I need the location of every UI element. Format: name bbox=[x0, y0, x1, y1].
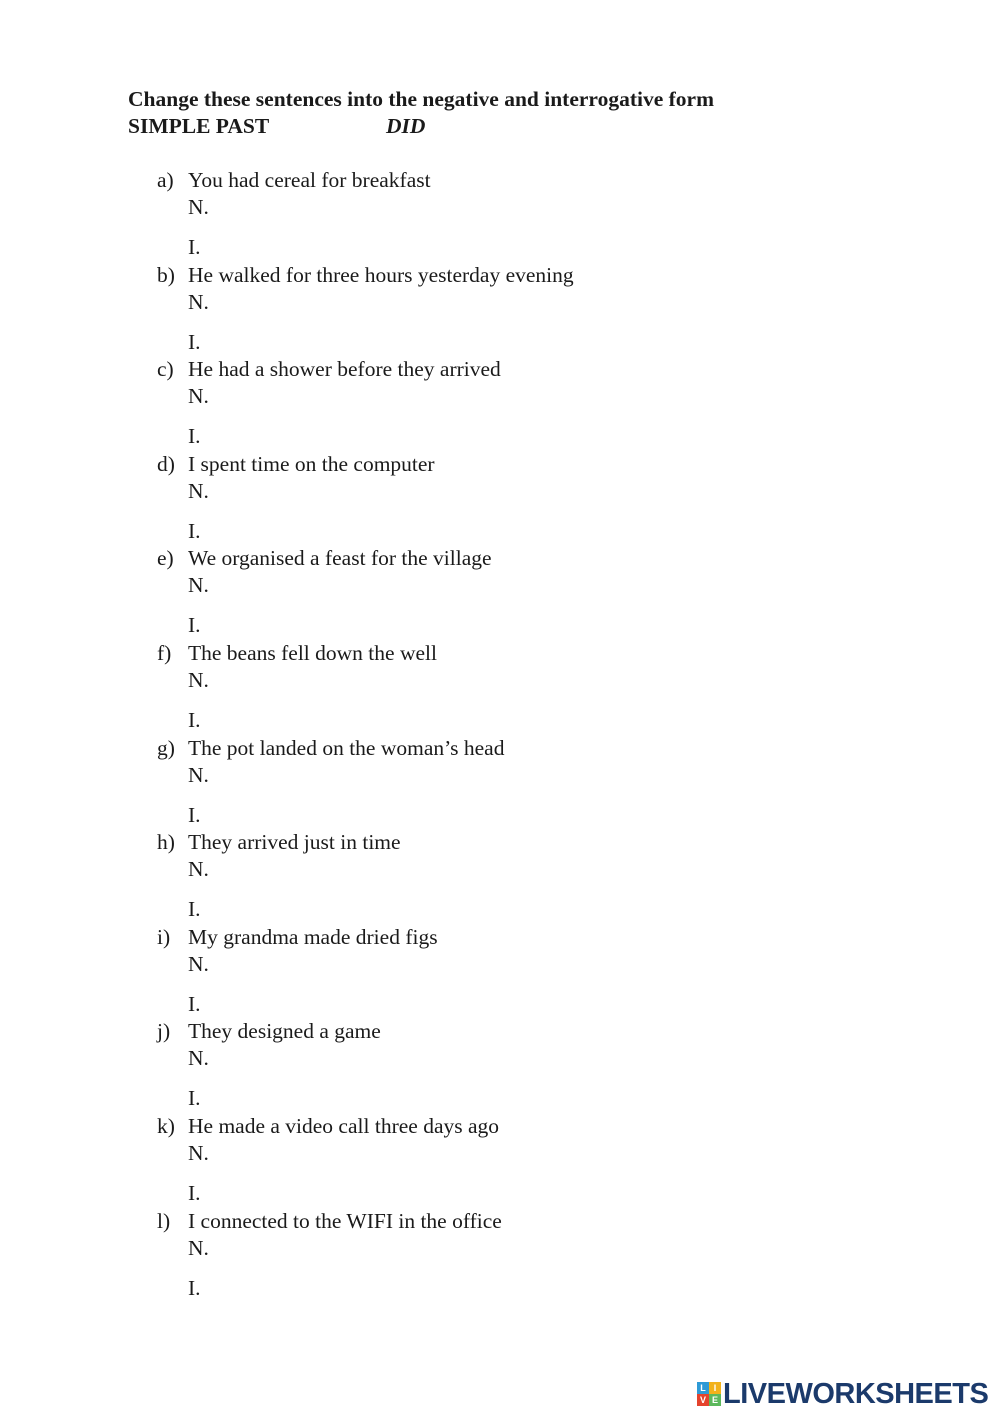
interrogative-answer-label: I. bbox=[188, 613, 201, 637]
item-letter: g) bbox=[157, 736, 175, 760]
item-letter: i) bbox=[157, 925, 171, 949]
logo-mark-letter: L bbox=[697, 1382, 709, 1394]
worksheet-title: Change these sentences into the negative and interrogative form bbox=[128, 87, 714, 111]
logo-mark-letter: I bbox=[709, 1382, 721, 1394]
interrogative-answer-label: I. bbox=[188, 1181, 201, 1205]
interrogative-answer-label: I. bbox=[188, 992, 201, 1016]
negative-answer-label: N. bbox=[188, 384, 209, 408]
negative-answer-label: N. bbox=[188, 195, 209, 219]
item-letter: f) bbox=[157, 641, 172, 665]
auxiliary-keyword: DID bbox=[386, 114, 426, 138]
item-sentence: I connected to the WIFI in the office bbox=[188, 1209, 502, 1233]
negative-answer-label: N. bbox=[188, 668, 209, 692]
interrogative-answer-label: I. bbox=[188, 1086, 201, 1110]
interrogative-answer-label: I. bbox=[188, 897, 201, 921]
negative-answer-label: N. bbox=[188, 952, 209, 976]
item-sentence: The pot landed on the woman’s head bbox=[188, 736, 505, 760]
negative-answer-label: N. bbox=[188, 1141, 209, 1165]
interrogative-answer-label: I. bbox=[188, 330, 201, 354]
item-sentence: They designed a game bbox=[188, 1019, 381, 1043]
item-sentence: You had cereal for breakfast bbox=[188, 168, 431, 192]
item-sentence: My grandma made dried figs bbox=[188, 925, 438, 949]
tense-label: SIMPLE PAST bbox=[128, 114, 270, 138]
item-letter: h) bbox=[157, 830, 175, 854]
negative-answer-label: N. bbox=[188, 290, 209, 314]
item-letter: c) bbox=[157, 357, 174, 381]
item-letter: l) bbox=[157, 1209, 171, 1233]
item-letter: j) bbox=[157, 1019, 171, 1043]
item-letter: d) bbox=[157, 452, 175, 476]
liveworksheets-logo bbox=[697, 1378, 988, 1410]
interrogative-answer-label: I. bbox=[188, 424, 201, 448]
item-letter: k) bbox=[157, 1114, 175, 1138]
item-letter: b) bbox=[157, 263, 175, 287]
item-sentence: We organised a feast for the village bbox=[188, 546, 492, 570]
logo-text: LIVEWORKSHEETS bbox=[723, 1378, 989, 1410]
negative-answer-label: N. bbox=[188, 1046, 209, 1070]
item-sentence: He had a shower before they arrived bbox=[188, 357, 501, 381]
interrogative-answer-label: I. bbox=[188, 803, 201, 827]
negative-answer-label: N. bbox=[188, 479, 209, 503]
interrogative-answer-label: I. bbox=[188, 708, 201, 732]
negative-answer-label: N. bbox=[188, 763, 209, 787]
interrogative-answer-label: I. bbox=[188, 1276, 201, 1300]
negative-answer-label: N. bbox=[188, 1236, 209, 1260]
negative-answer-label: N. bbox=[188, 857, 209, 881]
item-letter: e) bbox=[157, 546, 174, 570]
item-letter: a) bbox=[157, 168, 174, 192]
item-sentence: He made a video call three days ago bbox=[188, 1114, 500, 1138]
interrogative-answer-label: I. bbox=[188, 519, 201, 543]
logo-mark-icon bbox=[697, 1382, 721, 1406]
item-sentence: He walked for three hours yesterday evening bbox=[188, 263, 574, 287]
worksheet-subtitle bbox=[128, 113, 426, 139]
item-sentence: The beans fell down the well bbox=[188, 641, 437, 665]
negative-answer-label: N. bbox=[188, 573, 209, 597]
item-sentence: They arrived just in time bbox=[188, 830, 401, 854]
interrogative-answer-label: I. bbox=[188, 235, 201, 259]
logo-mark-letter: V bbox=[697, 1394, 709, 1406]
logo-mark-letter: E bbox=[709, 1394, 721, 1406]
item-sentence: I spent time on the computer bbox=[188, 452, 435, 476]
